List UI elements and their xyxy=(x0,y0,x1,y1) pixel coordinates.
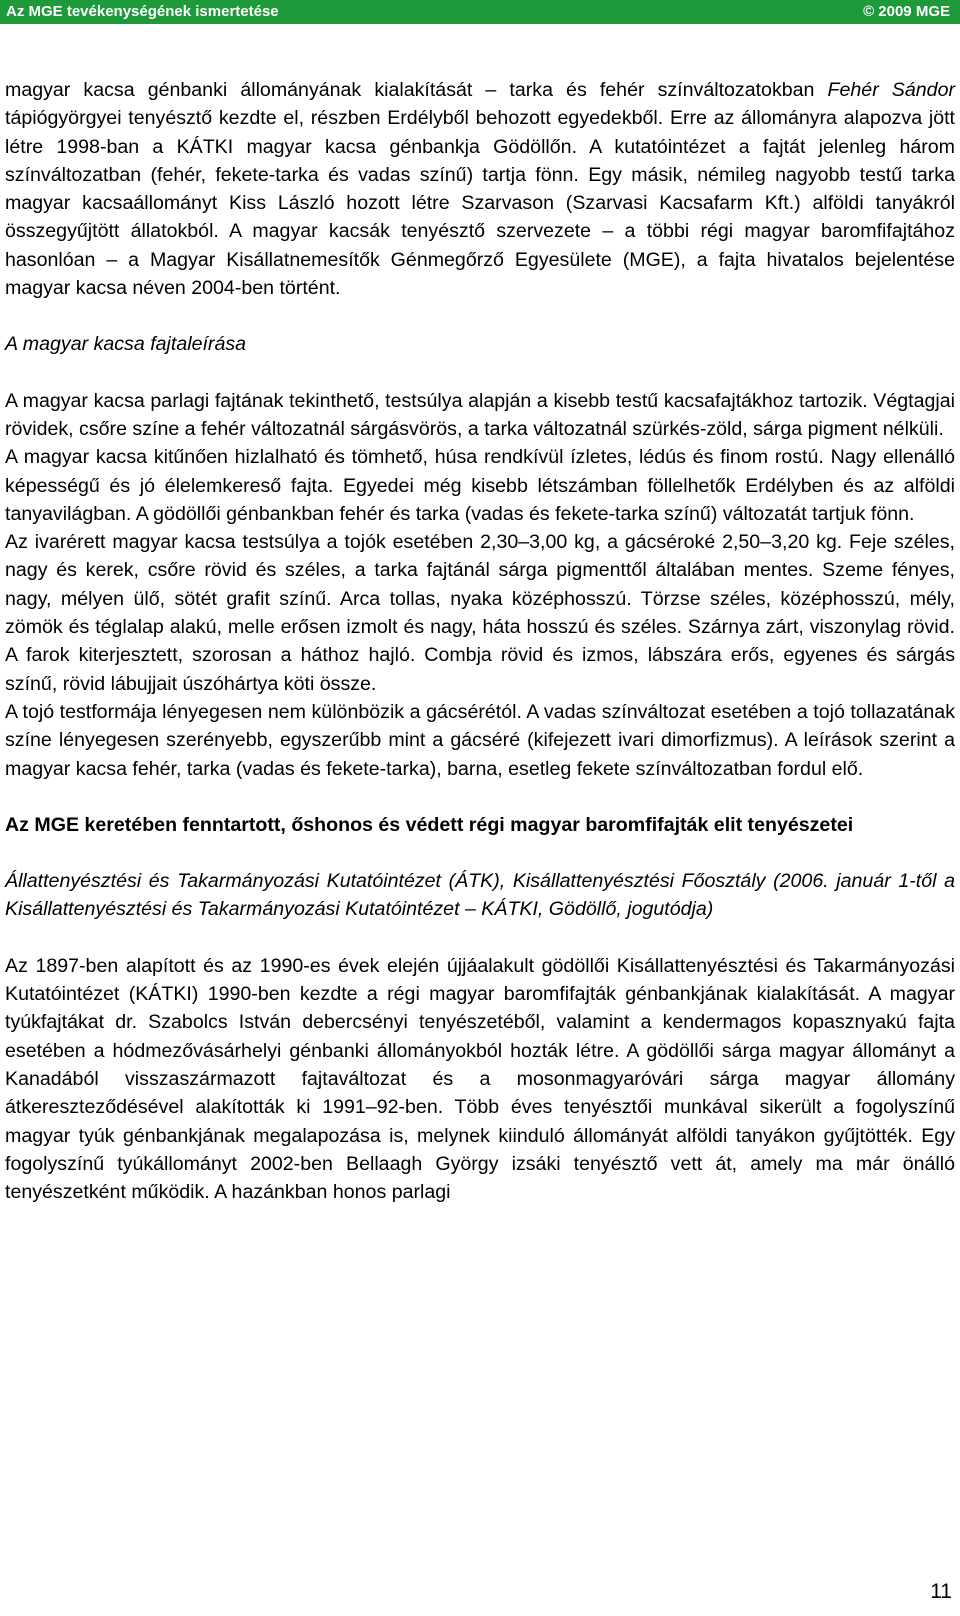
section-heading: A magyar kacsa fajtaleírása xyxy=(5,333,247,356)
intro-text-1: magyar kacsa génbanki állományának kialakítását – tarka és fehér színváltozatokban xyxy=(5,79,828,101)
description-paragraph-2: A magyar kacsa kitűnően hizlalható és tömhető, húsa rendkívül ízletes, lédús és finom rostú. Nagy ellenálló képességű és jó élelemkereső fajta. Egyedei még kisebb létszámban föllelhetők Erdélyben és az alföldi tanyavilágban. A gödöllői génbankban fehér és tarka (vadas és fekete-tarka színű) változatát tartjuk fönn. xyxy=(5,446,955,525)
header-title: Az MGE tevékenységének ismertetése xyxy=(6,3,279,20)
description-paragraph-1: A magyar kacsa parlagi fajtának tekinthető, testsúlya alapján a kisebb testű kacsafajtákhoz tartozik. Végtagjai rövidek, csőre színe a fehér változatnál sárgásvörös, a tarka változatnál szürkés-zöld, sárga pigment nélküli. xyxy=(5,389,955,440)
description-paragraph-3: Az ivarérett magyar kacsa testsúlya a tojók esetében 2,30–3,00 kg, a gácséroké 2,50–3,20 kg. Feje széles, nagy és kerek, csőre rövid és széles, a tarka fajtánál sárga pigmenttől általában mentes. Szeme fényes, nagy, mélyen ülő, sötét grafit színű. Arca tollas, nyaka középhosszú. Törzse széles, középhosszú, mély, zömök és téglalap alakú, melle erősen izmolt és nagy, háta hosszú és széles. Szárnya zárt, viszonylag rövid. A farok kiterjesztett, szorosan a háthoz hajló. Combja rövid és izmos, lábszára erős, egyenes és sárgás színű, rövid lábujjait úszóhártya köti össze. xyxy=(5,531,955,695)
description-paragraph-4: A tojó testformája lényegesen nem különbözik a gácsérétól. A vadas színváltozat esetében a tojó tollazatának színe lényegesen szerényebb, egyszerűbb mint a gácséré (kifejezett ivari dimorfizmus). A leírások szerint a magyar kacsa fehér, tarka (vadas és fekete-tarka), barna, esetleg fekete színváltozatban fordul elő. xyxy=(5,700,955,780)
intro-text-2: tápiógyörgyei tenyésztő kezdte el, részben Erdélyből behozott egyedekből. Erre az állományra alapozva jött létre 1998-ban a KÁTKI magyar kacsa génbankja Gödöllőn. A kutatóintézet a fajtát jelenleg három színváltozatban (fehér, fekete-tarka és vadas színű) tartja fönn. Egy másik, némileg nagyobb testű tarka magyar kacsaállományt Kiss László hozott létre Szarvason (Szarvasi Kacsafarm Kft.) alföldi tanyákról összegyűjtött állatokból. A magyar kacsák tenyésztő szervezete – a többi régi magyar baromfifajtához hasonlóan – a Magyar Kisállatnemesítők Génmegőrző Egyesülete (MGE), a fajta hivatalos bejelentése magyar kacsa néven 2004-ben történt. xyxy=(5,107,955,300)
page-header xyxy=(0,0,960,24)
header-copyright: © 2009 MGE xyxy=(863,3,950,20)
page-number: 11 xyxy=(930,1580,952,1603)
mge-heading: Az MGE keretében fenntartott, őshonos és védett régi magyar baromfifajták elit tenyészetei xyxy=(5,813,854,836)
breeder-name: Fehér Sándor xyxy=(827,79,955,101)
page-body xyxy=(5,76,955,1206)
institute-heading: Állattenyésztési és Takarmányozási Kutatóintézet (ÁTK), Kisállattenyésztési Főosztály (2006. január 1-től a Kisállattenyésztési és Takarmányozási Kutatóintézet – KÁTKI, Gödöllő, jogutódja) xyxy=(5,870,955,921)
history-paragraph: Az 1897-ben alapított és az 1990-es évek elején újjáalakult gödöllői Kisállattenyésztési és Takarmányozási Kutatóintézet (KÁTKI) 1990-ben kezdte a régi magyar baromfifajták génbankjának kialakítását. A magyar tyúkfajtákat dr. Szabolcs István debercsényi tenyészetéből, valamint a kendermagos kopasznyakú fajta esetében a hódmezővásárhelyi génbanki állományokból hozták létre. A gödöllői sárga magyar állományt a Kanadából visszaszármazott fajtaváltozat és a mosonmagyaróvári sárga magyar állomány átkereszteződésével alakították ki 1991–92-ben. Több éves tenyésztői munkával sikerült a fogolyszínű magyar tyúk génbankjának megalapozása is, melynek kiinduló állományát alföldi tanyákon gyűjtötték. Egy fogolyszínű tyúkállományt 2002-ben Bellaagh György izsáki tenyésztő vett át, amely ma már önálló tenyészetként működik. A hazánkban honos parlagi xyxy=(5,954,955,1204)
intro-paragraph xyxy=(5,76,955,302)
